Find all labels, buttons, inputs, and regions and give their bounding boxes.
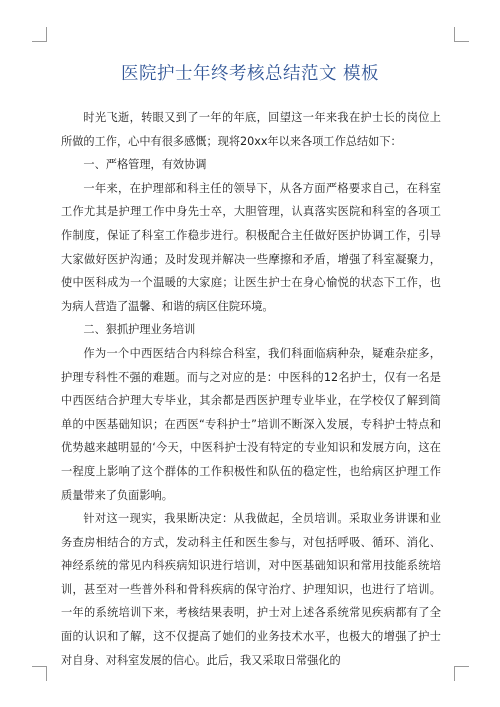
section-heading-1: 一、严格管理，有效协调 [83,158,207,172]
paragraph-training-background: 作为一个中西医结合内科综合科室，我们科面临病种杂，疑难杂症多，护理专科性不强的难题。而与之对应的是：中医科的12名护士，仅有一名是中西医结合护理大专毕业，其余都是西医护理专业毕业，在学校仅了解到简单的中医基础知识；在西医“专科护士”培训不断深入发展，专科护士特点和优势越来越明显的‘今天，中医科护士没有特定的专业知识和发展方向，这在一程度上影响了这个群体的工作积极性和队伍的稳定性，也给病区护理工作质量带来了负面影响。 [61,346,441,502]
paragraph-training-plan: 针对这一现实，我果断决定：从我做起，全员培训。采取业务讲课和业务查房相结合的方式，发动科主任和医生参与，对包括呼吸、循环、消化、神经系统的常见内科疾病知识进行培训，对中医基础知识和常用技能系统培训，甚至对一些普外科和骨科疾病的保守治疗、护理知识，也进行了培训。一年的系统培训下来，考核结果表明，护士对上述各系统常见疾病都有了全面的认识和了解，这不仅提高了她们的业务技术水平，也极大的增强了护士对自身、对科室发展的信心。此后，我又采取日常强化的 [61,512,441,667]
section-heading-2: 二、狠抓护理业务培训 [83,323,196,337]
document-body [61,106,441,672]
crop-mark-bottom-left [32,666,47,681]
crop-mark-top-right [454,27,469,42]
crop-mark-bottom-right [454,666,469,681]
document-title: 医院护士年终考核总结范文 模板 [120,64,380,84]
crop-mark-top-left [32,27,47,42]
paragraph-management: 一年来，在护理部和科主任的领导下，从各方面严格要求自己，在科室工作尤其是护理工作中身先士卒，大胆管理，认真落实医院和科室的各项工作制度，保证了科室工作稳步进行。积极配合主任做好医护协调工作，引导大家做好医护沟通；及时发现并解决一些摩擦和矛盾，增强了科室凝聚力，使中医科成为一个温暖的大家庭；让医生护士在身心愉悦的状态下工作，也为病人营造了温馨、和谐的病区住院环境。 [61,181,441,313]
paragraph-intro: 时光飞逝，转眼又到了一年的年底，回望这一年来我在护士长的岗位上所做的工作，心中有很多感慨；现将20xx年以来各项工作总结如下： [61,111,441,148]
